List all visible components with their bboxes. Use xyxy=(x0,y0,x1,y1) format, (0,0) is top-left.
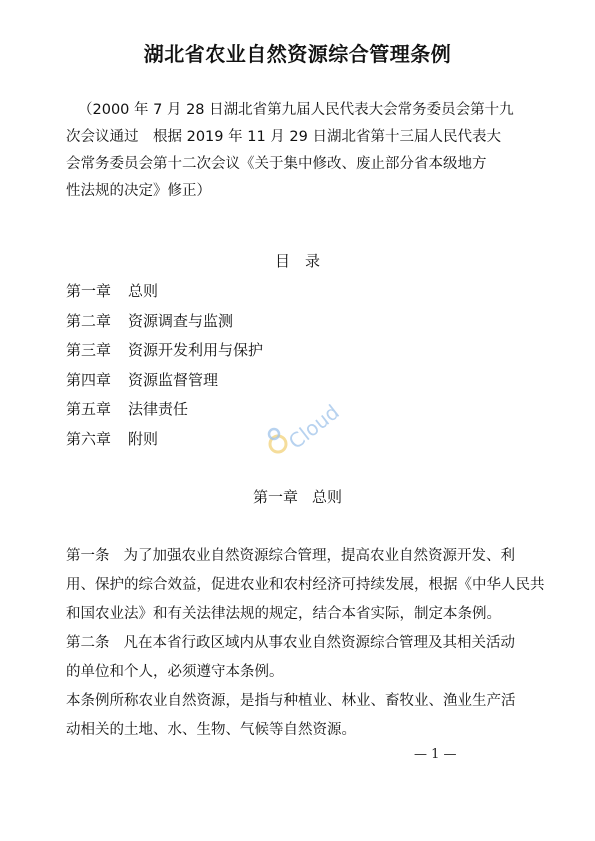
article-text: 为了加强农业自然资源综合管理，提高农业自然资源开发、利 xyxy=(123,548,515,564)
article-label: 第一条 xyxy=(66,548,110,564)
body-text xyxy=(66,542,545,745)
chapter-name: 总则 xyxy=(312,488,343,506)
chapter-number: 第一章 xyxy=(252,488,298,506)
page-number: — 1 — xyxy=(414,747,457,762)
toc-chapter-number: 第四章 xyxy=(66,370,112,389)
preamble-line: （2000 年 7 月 28 日湖北省第九届人民代表大会常务委员会第十九 xyxy=(78,102,514,118)
toc-chapter-number: 第三章 xyxy=(66,341,112,360)
paragraph-line: 本条例所称农业自然资源，是指与种植业、林业、畜牧业、渔业生产活 xyxy=(66,693,516,709)
document-title: 湖北省农业自然资源综合管理条例 xyxy=(143,42,452,66)
toc-chapter-name: 法律责任 xyxy=(128,400,189,419)
toc-item xyxy=(66,369,263,399)
toc-item xyxy=(66,428,263,458)
article-2-line xyxy=(66,629,536,658)
chapter-heading xyxy=(0,486,595,507)
article-1-line: 和国农业法》和有关法律法规的规定，结合本省实际，制定本条例。 xyxy=(66,606,501,622)
article-label: 第二条 xyxy=(66,635,110,651)
toc-item xyxy=(66,398,263,428)
cloud-icon xyxy=(269,429,286,452)
toc-chapter-number: 第六章 xyxy=(66,429,112,448)
toc-chapter-number: 第二章 xyxy=(66,311,112,330)
toc-item xyxy=(66,280,263,310)
toc-chapter-name: 资源监督管理 xyxy=(128,370,219,389)
toc-chapter-name: 资源调查与监测 xyxy=(128,311,234,330)
toc-chapter-name: 总则 xyxy=(128,282,159,300)
toc-item xyxy=(66,310,263,340)
toc-item xyxy=(66,339,263,369)
toc-heading-text: 目 录 xyxy=(274,252,320,270)
article-text: 凡在本省行政区域内从事农业自然资源综合管理及其相关活动 xyxy=(123,635,515,651)
toc-heading xyxy=(0,250,595,271)
cloud-watermark-logo xyxy=(262,382,352,462)
toc-chapter-name: 资源开发利用与保护 xyxy=(128,341,264,360)
toc-chapter-number: 第五章 xyxy=(66,400,112,419)
preamble-line: 次会议通过 根据 2019 年 11 月 29 日湖北省第十三届人民代表大 xyxy=(66,129,501,145)
article-2-line: 的单位和个人，必须遵守本条例。 xyxy=(66,664,284,680)
preamble-line: 会常务委员会第十二次会议《关于集中修改、废止部分省本级地方 xyxy=(66,156,487,172)
preamble-line: 性法规的决定》修正） xyxy=(66,183,211,199)
watermark-text: Cloud xyxy=(283,399,344,454)
paragraph-line: 动相关的土地、水、生物、气候等自然资源。 xyxy=(66,722,356,738)
toc-chapter-number: 第一章 xyxy=(66,282,112,300)
preamble xyxy=(66,97,536,205)
article-1-line xyxy=(66,542,536,571)
article-1-line: 用、保护的综合效益，促进农业和农村经济可持续发展，根据《中华人民共 xyxy=(66,577,545,593)
toc-chapter-name: 附则 xyxy=(128,429,159,448)
table-of-contents xyxy=(66,280,263,458)
